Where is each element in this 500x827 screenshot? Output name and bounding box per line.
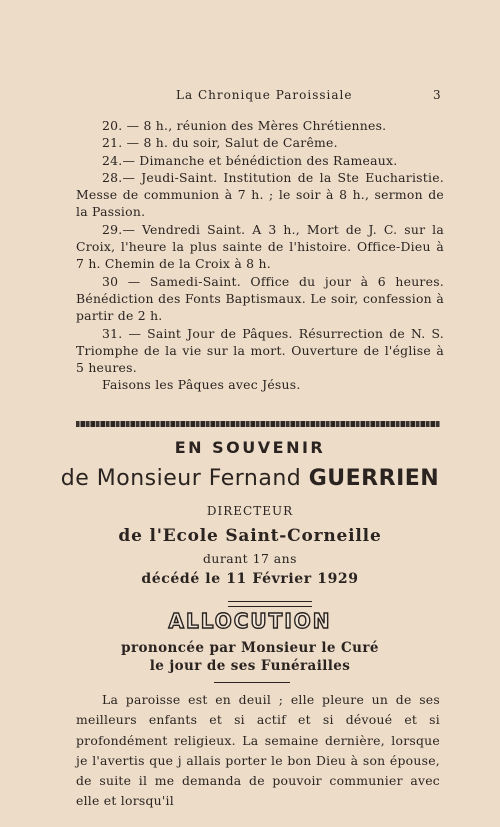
- memorial-name: [0, 466, 500, 491]
- schedule-entry-24: 24.— Dimanche et bénédiction des Rameaux.: [102, 152, 398, 168]
- memorial-duration: durant 17 ans: [202, 551, 298, 566]
- closing-line: Faisons les Pâques avec Jésus.: [102, 377, 301, 393]
- allocution-text: [76, 690, 440, 812]
- schedule-entry-28: 28.— Jeudi-Saint. Institution de la Ste Eucharistie. Messe de communion à 7 h. ; le soir à 8 h., sermon de la Passion.: [76, 169, 444, 220]
- schedule-entry-20: 20. — 8 h., réunion des Mères Chrétiennes.: [102, 118, 387, 133]
- memorial-heading: EN SOUVENIR: [174, 438, 326, 457]
- double-rule-divider: [228, 601, 312, 607]
- publication-title: La Chronique Paroissiale: [176, 88, 353, 102]
- allocution-byline: prononcée par Monsieur le Curé: [121, 640, 379, 656]
- schedule-list: [76, 117, 444, 394]
- speech-paragraph: La paroisse est en deuil ; elle pleure un de ses meilleurs enfants et si actif et si dévoué et si profondément religieux. La semaine dernière, lorsque je l'avertis que j allais porter le bon Dieu à son épouse, de suite il me demanda de pouvoir communier avec elle et lorsqu'il: [76, 692, 440, 809]
- ornamental-divider: [76, 421, 440, 427]
- allocution-occasion: le jour de ses Funérailles: [149, 658, 351, 674]
- schedule-entry-21: 21. — 8 h. du soir, Salut de Carême.: [102, 135, 338, 151]
- schedule-entry-30: 30 — Samedi-Saint. Office du jour à 6 heures. Bénédiction des Fonts Baptismaux. Le soir, confession à partir de 2 h.: [76, 273, 444, 324]
- memorial-surname: GUERRIEN: [308, 466, 440, 491]
- allocution-title: ALLOCUTION: [168, 609, 332, 633]
- memorial-name-prefix: de Monsieur Fernand: [60, 466, 302, 491]
- running-header: [0, 88, 500, 106]
- memorial-death-date: décédé le 11 Février 1929: [141, 571, 359, 587]
- schedule-entry-29: 29.— Vendredi Saint. A 3 h., Mort de J. C. sur la Croix, l'heure la plus sainte de l'histoire. Office-Dieu à 7 h. Chemin de la Croix à 8 h.: [76, 221, 444, 272]
- short-rule-divider: [214, 682, 290, 683]
- schedule-entry-31: 31. — Saint Jour de Pâques. Résurrection de N. S. Triomphe de la vie sur la mort. Ouverture de l'église à 5 heures.: [76, 325, 444, 376]
- page-number: 3: [433, 88, 442, 102]
- memorial-role: DIRECTEUR: [206, 504, 294, 518]
- memorial-school: de l'Ecole Saint-Corneille: [118, 526, 382, 546]
